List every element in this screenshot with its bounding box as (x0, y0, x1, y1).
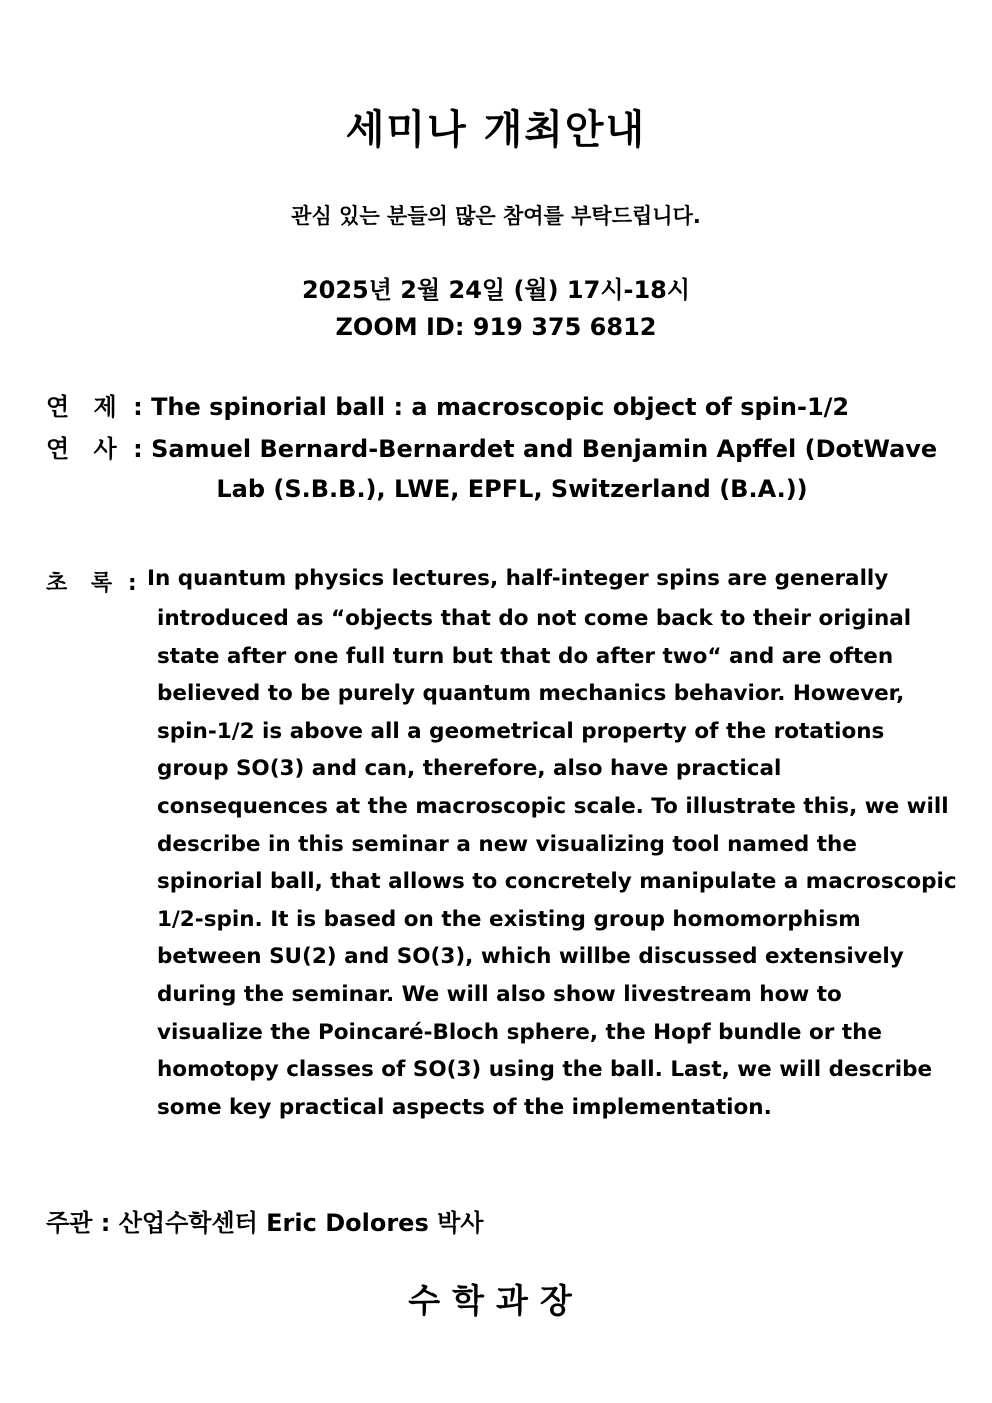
speaker-separator: : (133, 435, 143, 463)
abstract-line: spinorial ball, that allows to concretely manipulate a macroscopic (157, 869, 957, 895)
speaker-text-line1: Samuel Bernard-Bernardet and Benjamin Apffel (DotWave (151, 435, 938, 463)
speaker-row (46, 429, 937, 464)
speaker-label: 연 사 (46, 435, 125, 463)
organizer-row (46, 1203, 483, 1238)
page-title: 세미나 개최안내 (345, 107, 647, 153)
abstract-line: group SO(3) and can, therefore, also have practical (157, 756, 782, 782)
issuer-signature: 수학과장 (408, 1281, 584, 1320)
abstract-line: homotopy classes of SO(3) using the ball. Last, we will describe (157, 1057, 933, 1083)
abstract-line: visualize the Poincaré-Bloch sphere, the Hopf bundle or the (157, 1019, 883, 1045)
abstract-line: believed to be purely quantum mechanics behavior. However, (157, 681, 905, 707)
organizer-text: 산업수학센터 Eric Dolores 박사 (118, 1209, 484, 1237)
abstract-line: consequences at the macroscopic scale. To illustrate this, we will (157, 793, 949, 819)
seminar-datetime: 2025년 2월 24일 (월) 17시-18시 (301, 276, 691, 304)
abstract-line: spin-1/2 is above all a geometrical property of the rotations (157, 718, 885, 744)
abstract-label-row (46, 566, 137, 597)
page-subtitle: 관심 있는 분들의 많은 참여를 부탁드립니다. (291, 204, 701, 228)
abstract-label: 초 록 (46, 571, 121, 596)
zoom-id: ZOOM ID: 919 375 6812 (335, 313, 657, 341)
organizer-separator: : (100, 1209, 111, 1237)
abstract-line: during the seminar. We will also show livestream how to (157, 981, 842, 1007)
abstract-body (157, 604, 957, 1130)
abstract-line: 1/2-spin. It is based on the existing group homomorphism (157, 906, 861, 932)
abstract-line: introduced as “objects that do not come back to their original (157, 606, 912, 631)
topic-separator: : (133, 393, 143, 421)
speaker-text-line2: Lab (S.B.B.), LWE, EPFL, Switzerland (B.A.)) (216, 475, 808, 503)
abstract-separator: : (127, 571, 137, 596)
abstract-line: state after one full turn but that do after two“ and are often (157, 643, 894, 669)
topic-text: The spinorial ball : a macroscopic object of spin-1/2 (151, 393, 850, 421)
organizer-label: 주관 (46, 1209, 93, 1237)
abstract-line: between SU(2) and SO(3), which willbe discussed extensively (157, 944, 904, 970)
abstract-first-line: In quantum physics lectures, half-integer spins are generally (147, 566, 889, 591)
abstract-line: some key practical aspects of the implementation. (157, 1094, 772, 1120)
topic-row (46, 387, 849, 422)
abstract-line: describe in this seminar a new visualizing tool named the (157, 831, 857, 857)
topic-label: 연 제 (46, 393, 125, 421)
